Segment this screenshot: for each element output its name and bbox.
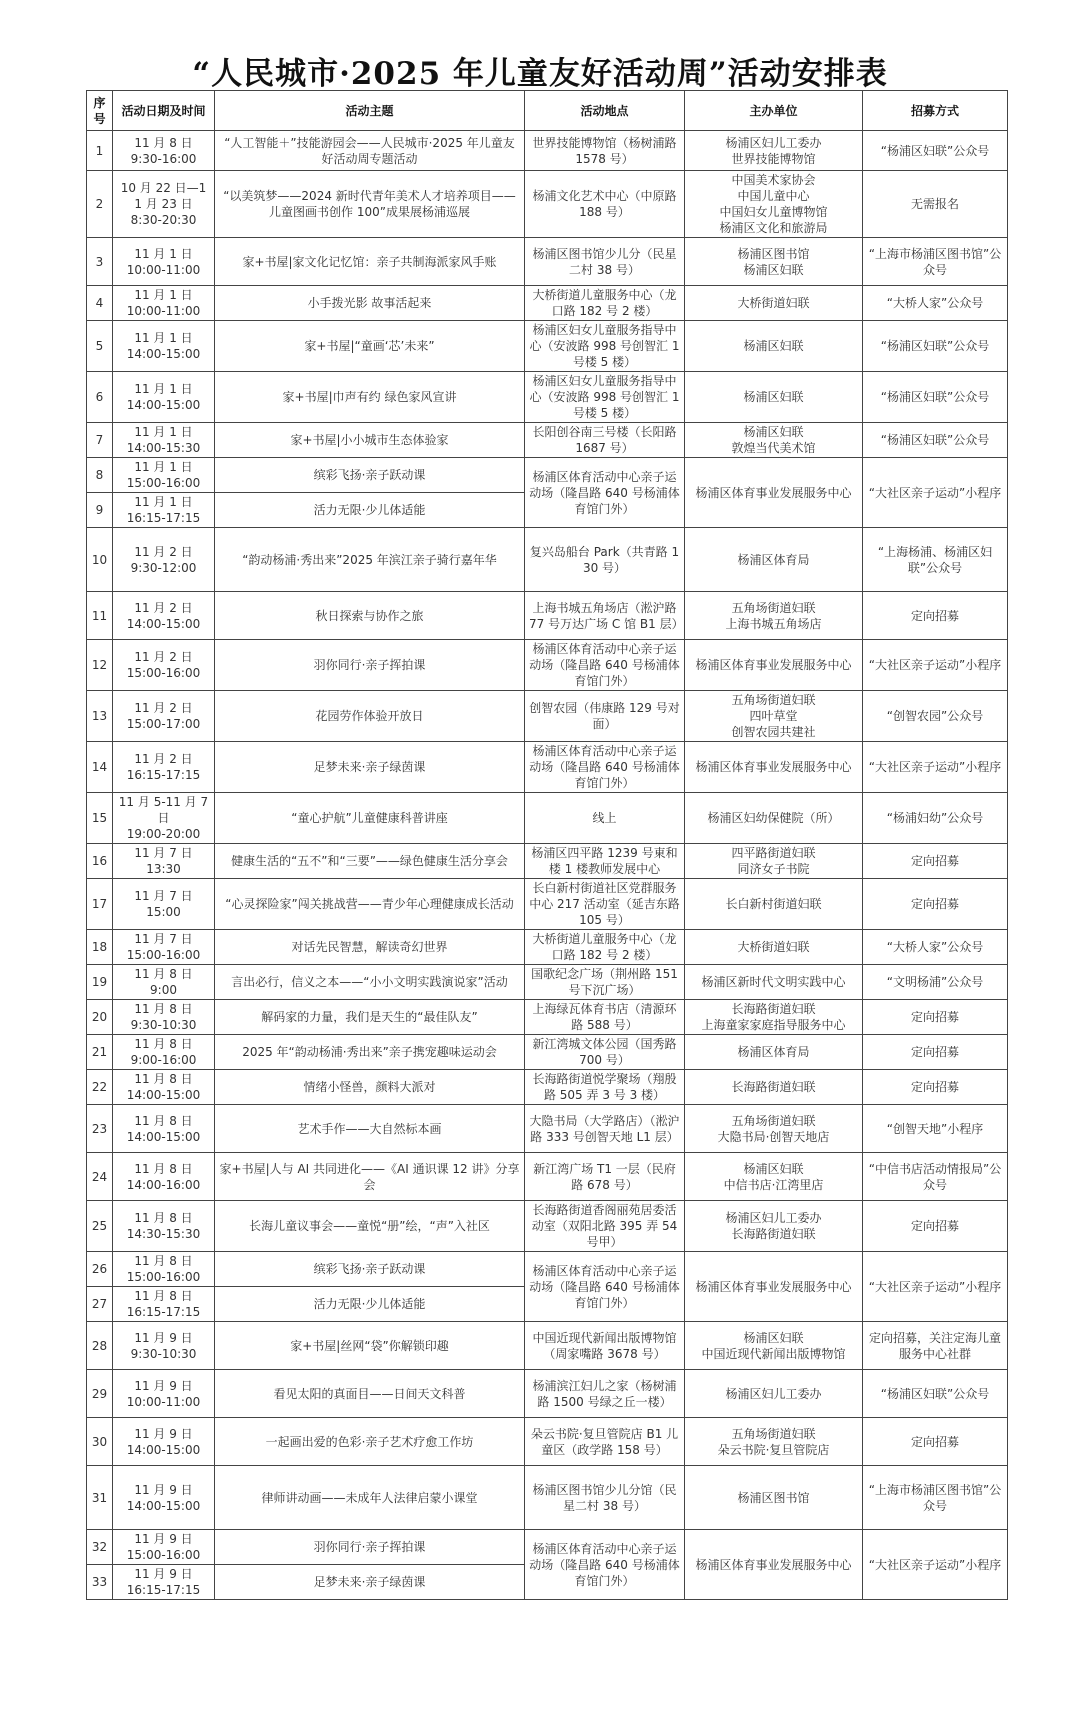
cell-date: 11 月 8 日 9:00 xyxy=(113,965,215,1000)
header-host: 主办单位 xyxy=(685,91,863,131)
cell-no: 32 xyxy=(87,1530,113,1565)
cell-recruit: “中信书店活动情报局”公众号 xyxy=(863,1153,1008,1201)
cell-place: 杨浦滨江妇儿之家（杨树浦路 1500 号绿之丘一楼） xyxy=(525,1370,685,1418)
table-row xyxy=(87,238,1008,286)
cell-place: 杨浦区妇女儿童服务指导中心（安波路 998 号创智汇 1 号楼 5 楼） xyxy=(525,321,685,372)
cell-topic: 律师讲动画——未成年人法律启蒙小课堂 xyxy=(215,1466,525,1530)
cell-topic: “韵动杨浦·秀出来”2025 年滨江亲子骑行嘉年华 xyxy=(215,528,525,592)
cell-host: 杨浦区妇联 中国近现代新闻出版博物馆 xyxy=(685,1322,863,1370)
cell-host: 五角场街道妇联 上海书城五角场店 xyxy=(685,592,863,640)
cell-date: 11 月 1 日 15:00-16:00 xyxy=(113,458,215,493)
cell-place: 复兴岛船台 Park（共青路 130 号） xyxy=(525,528,685,592)
cell-recruit: “创智天地”小程序 xyxy=(863,1105,1008,1153)
cell-host: 杨浦区妇儿工委办 长海路街道妇联 xyxy=(685,1201,863,1252)
table-row xyxy=(87,1000,1008,1035)
cell-topic: 家+书屋|“童画‘芯’未来” xyxy=(215,321,525,372)
cell-place: 长阳创谷南三号楼（长阳路 1687 号） xyxy=(525,423,685,458)
table-row xyxy=(87,1201,1008,1252)
cell-host: 杨浦区图书馆 xyxy=(685,1466,863,1530)
header-date: 活动日期及时间 xyxy=(113,91,215,131)
cell-topic: 活力无限·少儿体适能 xyxy=(215,493,525,528)
cell-recruit: “杨浦区妇联”公众号 xyxy=(863,321,1008,372)
cell-topic: “以美筑梦——2024 新时代青年美术人才培养项目——儿童图画书创作 100”成果展杨浦巡展 xyxy=(215,171,525,238)
cell-host: 长白新村街道妇联 xyxy=(685,879,863,930)
cell-recruit: “杨浦妇幼”公众号 xyxy=(863,793,1008,844)
cell-topic: 长海儿童议事会——童悦“册”绘，“声”入社区 xyxy=(215,1201,525,1252)
cell-no: 25 xyxy=(87,1201,113,1252)
cell-place: 杨浦区妇女儿童服务指导中心（安波路 998 号创智汇 1 号楼 5 楼） xyxy=(525,372,685,423)
cell-host: 四平路街道妇联 同济女子书院 xyxy=(685,844,863,879)
cell-recruit: “上海市杨浦区图书馆”公众号 xyxy=(863,1466,1008,1530)
cell-place: 世界技能博物馆（杨树浦路 1578 号） xyxy=(525,131,685,171)
cell-place: 杨浦文化艺术中心（中原路 188 号） xyxy=(525,171,685,238)
cell-recruit: “杨浦区妇联”公众号 xyxy=(863,131,1008,171)
header-topic: 活动主题 xyxy=(215,91,525,131)
cell-host: 长海路街道妇联 xyxy=(685,1070,863,1105)
cell-no: 8 xyxy=(87,458,113,493)
page-title: “人民城市·2025 年儿童友好活动周”活动安排表 xyxy=(192,56,888,92)
cell-no: 29 xyxy=(87,1370,113,1418)
cell-place: 朵云书院·复旦管院店 B1 儿童区（政学路 158 号） xyxy=(525,1418,685,1466)
cell-place: 线上 xyxy=(525,793,685,844)
cell-date: 11 月 9 日 14:00-15:00 xyxy=(113,1418,215,1466)
table-row xyxy=(87,528,1008,592)
cell-no: 7 xyxy=(87,423,113,458)
cell-date: 11 月 9 日 16:15-17:15 xyxy=(113,1565,215,1600)
cell-topic: 情绪小怪兽，颜料大派对 xyxy=(215,1070,525,1105)
table-row xyxy=(87,1466,1008,1530)
cell-no: 16 xyxy=(87,844,113,879)
cell-date: 11 月 9 日 14:00-15:00 xyxy=(113,1466,215,1530)
cell-recruit: 定向招募 xyxy=(863,1201,1008,1252)
cell-topic: 对话先民智慧，解读奇幻世界 xyxy=(215,930,525,965)
cell-recruit: “杨浦区妇联”公众号 xyxy=(863,423,1008,458)
cell-topic: 言出必行，信义之本——“小小文明实践演说家”活动 xyxy=(215,965,525,1000)
cell-topic: 足梦未来·亲子绿茵课 xyxy=(215,1565,525,1600)
table-row xyxy=(87,1035,1008,1070)
cell-no: 22 xyxy=(87,1070,113,1105)
cell-place: 杨浦区体育活动中心亲子运动场（隆昌路 640 号杨浦体育馆门外） xyxy=(525,742,685,793)
table-row xyxy=(87,1252,1008,1287)
cell-topic: 小手拨光影 故事活起来 xyxy=(215,286,525,321)
cell-recruit: 定向招募 xyxy=(863,879,1008,930)
cell-recruit: “大桥人家”公众号 xyxy=(863,286,1008,321)
cell-date: 11 月 2 日 14:00-15:00 xyxy=(113,592,215,640)
cell-topic: 艺术手作——大自然标本画 xyxy=(215,1105,525,1153)
cell-no: 26 xyxy=(87,1252,113,1287)
cell-date: 11 月 8 日 14:00-16:00 xyxy=(113,1153,215,1201)
cell-date: 11 月 8 日 9:30-10:30 xyxy=(113,1000,215,1035)
table-row xyxy=(87,1070,1008,1105)
cell-date: 11 月 8 日 14:00-15:00 xyxy=(113,1105,215,1153)
table-row xyxy=(87,372,1008,423)
cell-recruit: 定向招募 xyxy=(863,592,1008,640)
table-header-row xyxy=(87,91,1008,131)
cell-no: 14 xyxy=(87,742,113,793)
header-recruit: 招募方式 xyxy=(863,91,1008,131)
table-row xyxy=(87,286,1008,321)
cell-place: 大桥街道儿童服务中心（龙口路 182 号 2 楼） xyxy=(525,286,685,321)
cell-date: 11 月 9 日 15:00-16:00 xyxy=(113,1530,215,1565)
cell-topic: 家+书屋|丝网“袋”你解锁印趣 xyxy=(215,1322,525,1370)
header-no: 序号 xyxy=(87,91,113,131)
cell-recruit: 定向招募，关注定海儿童服务中心社群 xyxy=(863,1322,1008,1370)
cell-recruit: 定向招募 xyxy=(863,1035,1008,1070)
cell-no: 28 xyxy=(87,1322,113,1370)
cell-no: 30 xyxy=(87,1418,113,1466)
cell-no: 13 xyxy=(87,691,113,742)
table-row xyxy=(87,742,1008,793)
table-row xyxy=(87,1370,1008,1418)
cell-recruit: 定向招募 xyxy=(863,1418,1008,1466)
cell-place: 新江湾广场 T1 一层（民府路 678 号） xyxy=(525,1153,685,1201)
cell-recruit: “上海杨浦、杨浦区妇联”公众号 xyxy=(863,528,1008,592)
cell-host: 五角场街道妇联 大隐书局·创智天地店 xyxy=(685,1105,863,1153)
cell-recruit: “大社区亲子运动”小程序 xyxy=(863,458,1008,528)
cell-topic: 秋日探索与协作之旅 xyxy=(215,592,525,640)
cell-date: 11 月 7 日 15:00-16:00 xyxy=(113,930,215,965)
schedule-table xyxy=(86,90,1008,1600)
table-row xyxy=(87,131,1008,171)
cell-recruit: “杨浦区妇联”公众号 xyxy=(863,372,1008,423)
cell-topic: 看见太阳的真面目——日间天文科普 xyxy=(215,1370,525,1418)
cell-place: 杨浦区图书馆少儿分馆（民星二村 38 号） xyxy=(525,1466,685,1530)
cell-recruit: 无需报名 xyxy=(863,171,1008,238)
cell-no: 6 xyxy=(87,372,113,423)
cell-recruit: “大桥人家”公众号 xyxy=(863,930,1008,965)
cell-no: 17 xyxy=(87,879,113,930)
cell-topic: 家+书屋|家文化记忆馆：亲子共制海派家风手账 xyxy=(215,238,525,286)
cell-host: 杨浦区体育事业发展服务中心 xyxy=(685,1530,863,1600)
cell-date: 11 月 8 日 14:00-15:00 xyxy=(113,1070,215,1105)
cell-place: 杨浦区图书馆少儿分（民星二村 38 号） xyxy=(525,238,685,286)
cell-host: 杨浦区体育事业发展服务中心 xyxy=(685,640,863,691)
cell-topic: 足梦未来·亲子绿茵课 xyxy=(215,742,525,793)
cell-host: 五角场街道妇联 朵云书院·复旦管院店 xyxy=(685,1418,863,1466)
cell-place: 国歌纪念广场（荆州路 151 号下沉广场） xyxy=(525,965,685,1000)
cell-no: 5 xyxy=(87,321,113,372)
cell-no: 11 xyxy=(87,592,113,640)
table-row xyxy=(87,793,1008,844)
table-row xyxy=(87,423,1008,458)
table-row xyxy=(87,844,1008,879)
table-row xyxy=(87,171,1008,238)
cell-host: 杨浦区妇儿工委办 xyxy=(685,1370,863,1418)
cell-date: 11 月 2 日 15:00-17:00 xyxy=(113,691,215,742)
cell-date: 11 月 2 日 16:15-17:15 xyxy=(113,742,215,793)
cell-no: 9 xyxy=(87,493,113,528)
cell-topic: 健康生活的“五不”和“三要”——绿色健康生活分享会 xyxy=(215,844,525,879)
cell-place: 杨浦区四平路 1239 号東和楼 1 楼教师发展中心 xyxy=(525,844,685,879)
cell-date: 11 月 7 日 13:30 xyxy=(113,844,215,879)
cell-no: 1 xyxy=(87,131,113,171)
cell-place: 上海绿瓦体育书店（清源环路 588 号） xyxy=(525,1000,685,1035)
cell-no: 24 xyxy=(87,1153,113,1201)
table-row xyxy=(87,1153,1008,1201)
cell-place: 杨浦区体育活动中心亲子运动场（隆昌路 640 号杨浦体育馆门外） xyxy=(525,1530,685,1600)
cell-topic: “心灵探险家”闯关挑战营——青少年心理健康成长活动 xyxy=(215,879,525,930)
cell-recruit: “大社区亲子运动”小程序 xyxy=(863,1252,1008,1322)
cell-host: 杨浦区体育事业发展服务中心 xyxy=(685,1252,863,1322)
cell-place: 长海路街道悦学聚场（翔殷路 505 弄 3 号 3 楼） xyxy=(525,1070,685,1105)
cell-host: 杨浦区妇幼保健院（所） xyxy=(685,793,863,844)
cell-date: 11 月 8 日 14:30-15:30 xyxy=(113,1201,215,1252)
cell-host: 杨浦区妇联 xyxy=(685,321,863,372)
cell-no: 33 xyxy=(87,1565,113,1600)
cell-host: 杨浦区新时代文明实践中心 xyxy=(685,965,863,1000)
header-place: 活动地点 xyxy=(525,91,685,131)
table-row xyxy=(87,1105,1008,1153)
cell-no: 12 xyxy=(87,640,113,691)
cell-host: 大桥街道妇联 xyxy=(685,286,863,321)
cell-date: 11 月 1 日 14:00-15:30 xyxy=(113,423,215,458)
cell-recruit: “大社区亲子运动”小程序 xyxy=(863,640,1008,691)
cell-place: 杨浦区体育活动中心亲子运动场（隆昌路 640 号杨浦体育馆门外） xyxy=(525,640,685,691)
cell-no: 27 xyxy=(87,1287,113,1322)
cell-host: 杨浦区妇联 中信书店·江湾里店 xyxy=(685,1153,863,1201)
cell-topic: 羽你同行·亲子挥拍课 xyxy=(215,640,525,691)
cell-host: 杨浦区体育事业发展服务中心 xyxy=(685,742,863,793)
table-row xyxy=(87,1418,1008,1466)
table-row xyxy=(87,691,1008,742)
cell-recruit: “大社区亲子运动”小程序 xyxy=(863,1530,1008,1600)
cell-host: 杨浦区妇儿工委办 世界技能博物馆 xyxy=(685,131,863,171)
cell-recruit: 定向招募 xyxy=(863,844,1008,879)
cell-place: 新江湾城文体公园（国秀路 700 号） xyxy=(525,1035,685,1070)
cell-date: 11 月 1 日 16:15-17:15 xyxy=(113,493,215,528)
cell-topic: 活力无限·少儿体适能 xyxy=(215,1287,525,1322)
cell-topic: 花园劳作体验开放日 xyxy=(215,691,525,742)
table-row xyxy=(87,965,1008,1000)
cell-place: 杨浦区体育活动中心亲子运动场（隆昌路 640 号杨浦体育馆门外） xyxy=(525,458,685,528)
table-row xyxy=(87,640,1008,691)
cell-date: 11 月 2 日 9:30-12:00 xyxy=(113,528,215,592)
cell-place: 大桥街道儿童服务中心（龙口路 182 号 2 楼） xyxy=(525,930,685,965)
cell-date: 11 月 1 日 10:00-11:00 xyxy=(113,286,215,321)
cell-no: 2 xyxy=(87,171,113,238)
cell-date: 11 月 2 日 15:00-16:00 xyxy=(113,640,215,691)
cell-no: 15 xyxy=(87,793,113,844)
cell-recruit: “文明杨浦”公众号 xyxy=(863,965,1008,1000)
cell-host: 杨浦区体育局 xyxy=(685,528,863,592)
cell-host: 中国美术家协会 中国儿童中心 中国妇女儿童博物馆 杨浦区文化和旅游局 xyxy=(685,171,863,238)
table-row xyxy=(87,458,1008,493)
cell-host: 大桥街道妇联 xyxy=(685,930,863,965)
cell-topic: 一起画出爱的色彩·亲子艺术疗愈工作坊 xyxy=(215,1418,525,1466)
table-row xyxy=(87,321,1008,372)
cell-host: 杨浦区体育局 xyxy=(685,1035,863,1070)
table-row xyxy=(87,879,1008,930)
table-row xyxy=(87,1530,1008,1565)
cell-place: 上海书城五角场店（淞沪路 77 号万达广场 C 馆 B1 层） xyxy=(525,592,685,640)
cell-recruit: “上海市杨浦区图书馆”公众号 xyxy=(863,238,1008,286)
cell-topic: 羽你同行·亲子挥拍课 xyxy=(215,1530,525,1565)
cell-date: 11 月 1 日 10:00-11:00 xyxy=(113,238,215,286)
cell-place: 大隐书局（大学路店）（淞沪路 333 号创智天地 L1 层） xyxy=(525,1105,685,1153)
cell-no: 31 xyxy=(87,1466,113,1530)
cell-topic: 家+书屋|小小城市生态体验家 xyxy=(215,423,525,458)
cell-date: 11 月 8 日 9:00-16:00 xyxy=(113,1035,215,1070)
cell-place: 杨浦区体育活动中心亲子运动场（隆昌路 640 号杨浦体育馆门外） xyxy=(525,1252,685,1322)
cell-topic: 解码家的力量，我们是天生的“最佳队友” xyxy=(215,1000,525,1035)
cell-place: 中国近现代新闻出版博物馆（周家嘴路 3678 号） xyxy=(525,1322,685,1370)
cell-host: 杨浦区妇联 xyxy=(685,372,863,423)
cell-topic: “童心护航”儿童健康科普讲座 xyxy=(215,793,525,844)
cell-no: 4 xyxy=(87,286,113,321)
cell-date: 11 月 1 日 14:00-15:00 xyxy=(113,372,215,423)
cell-date: 11 月 8 日 16:15-17:15 xyxy=(113,1287,215,1322)
cell-topic: “人工智能＋”技能游园会——人民城市·2025 年儿童友好活动周专题活动 xyxy=(215,131,525,171)
cell-topic: 2025 年“韵动杨浦·秀出来”亲子携宠趣味运动会 xyxy=(215,1035,525,1070)
table-row xyxy=(87,592,1008,640)
cell-no: 10 xyxy=(87,528,113,592)
cell-no: 21 xyxy=(87,1035,113,1070)
cell-place: 长白新村街道社区党群服务中心 217 活动室（延吉东路 105 号） xyxy=(525,879,685,930)
cell-host: 五角场街道妇联 四叶草堂 创智农园共建社 xyxy=(685,691,863,742)
cell-topic: 缤彩飞扬·亲子跃动课 xyxy=(215,458,525,493)
cell-topic: 家+书屋|巾声有约 绿色家风宣讲 xyxy=(215,372,525,423)
cell-recruit: “大社区亲子运动”小程序 xyxy=(863,742,1008,793)
cell-date: 10 月 22 日—11 月 23 日 8:30-20:30 xyxy=(113,171,215,238)
cell-place: 长海路街道香阁丽苑居委活动室（双阳北路 395 弄 54 号甲） xyxy=(525,1201,685,1252)
cell-host: 杨浦区妇联 敦煌当代美术馆 xyxy=(685,423,863,458)
cell-date: 11 月 1 日 14:00-15:00 xyxy=(113,321,215,372)
cell-no: 3 xyxy=(87,238,113,286)
cell-recruit: “杨浦区妇联”公众号 xyxy=(863,1370,1008,1418)
table-row xyxy=(87,930,1008,965)
cell-host: 杨浦区图书馆 杨浦区妇联 xyxy=(685,238,863,286)
cell-host: 杨浦区体育事业发展服务中心 xyxy=(685,458,863,528)
cell-recruit: 定向招募 xyxy=(863,1070,1008,1105)
cell-date: 11 月 8 日 15:00-16:00 xyxy=(113,1252,215,1287)
cell-topic: 缤彩飞扬·亲子跃动课 xyxy=(215,1252,525,1287)
cell-place: 创智农园（伟康路 129 号对面） xyxy=(525,691,685,742)
table-body xyxy=(87,131,1008,1600)
cell-date: 11 月 8 日 9:30-16:00 xyxy=(113,131,215,171)
cell-no: 19 xyxy=(87,965,113,1000)
table-row xyxy=(87,1322,1008,1370)
cell-no: 23 xyxy=(87,1105,113,1153)
cell-date: 11 月 7 日 15:00 xyxy=(113,879,215,930)
cell-date: 11 月 5-11 月 7 日 19:00-20:00 xyxy=(113,793,215,844)
cell-host: 长海路街道妇联 上海童家家庭指导服务中心 xyxy=(685,1000,863,1035)
cell-date: 11 月 9 日 9:30-10:30 xyxy=(113,1322,215,1370)
cell-date: 11 月 9 日 10:00-11:00 xyxy=(113,1370,215,1418)
cell-recruit: “创智农园”公众号 xyxy=(863,691,1008,742)
cell-recruit: 定向招募 xyxy=(863,1000,1008,1035)
cell-no: 18 xyxy=(87,930,113,965)
cell-topic: 家+书屋|人与 AI 共同进化——《AI 通识课 12 讲》分享会 xyxy=(215,1153,525,1201)
cell-no: 20 xyxy=(87,1000,113,1035)
